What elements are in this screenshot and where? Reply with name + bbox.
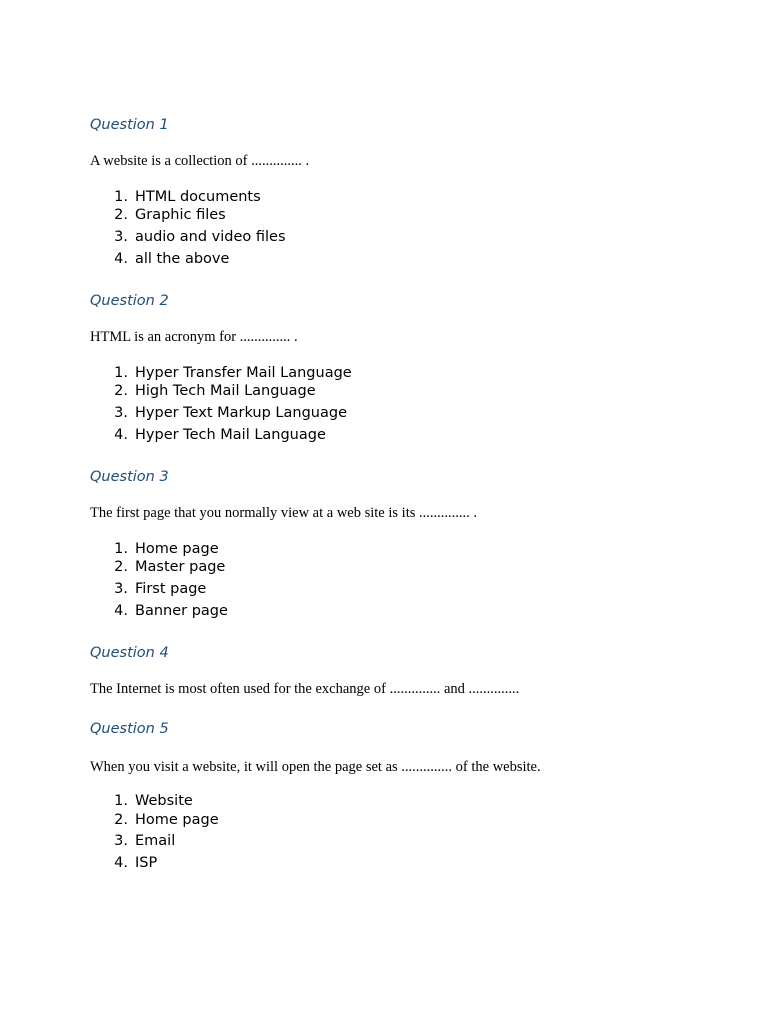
option-number: 3. xyxy=(114,229,128,245)
question-2-option-1 xyxy=(90,363,490,383)
option-number: 3. xyxy=(114,405,128,421)
option-label: First page xyxy=(135,581,207,597)
option-number: 4. xyxy=(114,603,128,619)
option-label: High Tech Mail Language xyxy=(135,383,316,399)
question-1-heading: Question 1 xyxy=(90,117,169,133)
question-3-text: The first page that you normally view at a web site is its .............. . xyxy=(90,505,477,521)
question-1-option-3 xyxy=(90,227,490,247)
question-1-option-4 xyxy=(90,249,490,269)
option-label: Home page xyxy=(135,812,219,828)
question-3-option-1 xyxy=(90,539,490,559)
option-label: Graphic files xyxy=(135,207,226,223)
option-label: Hyper Text Markup Language xyxy=(135,405,347,421)
question-5-heading: Question 5 xyxy=(90,721,169,737)
question-2-option-3 xyxy=(90,403,490,423)
option-number: 1. xyxy=(114,189,128,205)
question-2-heading: Question 2 xyxy=(90,293,169,309)
question-2-option-2 xyxy=(90,381,490,401)
option-label: Hyper Transfer Mail Language xyxy=(135,365,352,381)
option-number: 2. xyxy=(114,383,128,399)
question-5-option-3 xyxy=(90,831,490,851)
option-number: 2. xyxy=(114,559,128,575)
option-label: Hyper Tech Mail Language xyxy=(135,427,326,443)
question-4-text: The Internet is most often used for the exchange of .............. and .............. xyxy=(90,681,520,697)
option-label: audio and video files xyxy=(135,229,286,245)
question-3-option-2 xyxy=(90,557,490,577)
option-label: Website xyxy=(135,793,193,809)
question-5-option-4 xyxy=(90,853,490,873)
question-1-option-1 xyxy=(90,187,490,207)
option-number: 4. xyxy=(114,427,128,443)
question-2-option-4 xyxy=(90,425,490,445)
option-number: 3. xyxy=(114,833,128,849)
question-1-text: A website is a collection of .............. . xyxy=(90,153,310,169)
option-label: all the above xyxy=(135,251,230,267)
option-label: Email xyxy=(135,833,176,849)
option-number: 1. xyxy=(114,541,128,557)
question-5-option-1 xyxy=(90,791,490,811)
option-number: 1. xyxy=(114,793,128,809)
question-3-option-4 xyxy=(90,601,490,621)
option-label: Master page xyxy=(135,559,226,575)
question-2-text: HTML is an acronym for .............. . xyxy=(90,329,298,345)
question-5-text: When you visit a website, it will open the page set as .............. of the website. xyxy=(90,759,541,775)
option-label: Banner page xyxy=(135,603,228,619)
option-number: 2. xyxy=(114,207,128,223)
question-3-option-3 xyxy=(90,579,490,599)
option-number: 1. xyxy=(114,365,128,381)
option-number: 3. xyxy=(114,581,128,597)
question-1-option-2 xyxy=(90,205,490,225)
option-number: 4. xyxy=(114,855,128,871)
option-label: HTML documents xyxy=(135,189,261,205)
question-5-option-2 xyxy=(90,810,490,830)
option-label: Home page xyxy=(135,541,219,557)
option-number: 4. xyxy=(114,251,128,267)
question-3-heading: Question 3 xyxy=(90,469,169,485)
question-4-heading: Question 4 xyxy=(90,645,169,661)
option-number: 2. xyxy=(114,812,128,828)
option-label: ISP xyxy=(135,855,158,871)
